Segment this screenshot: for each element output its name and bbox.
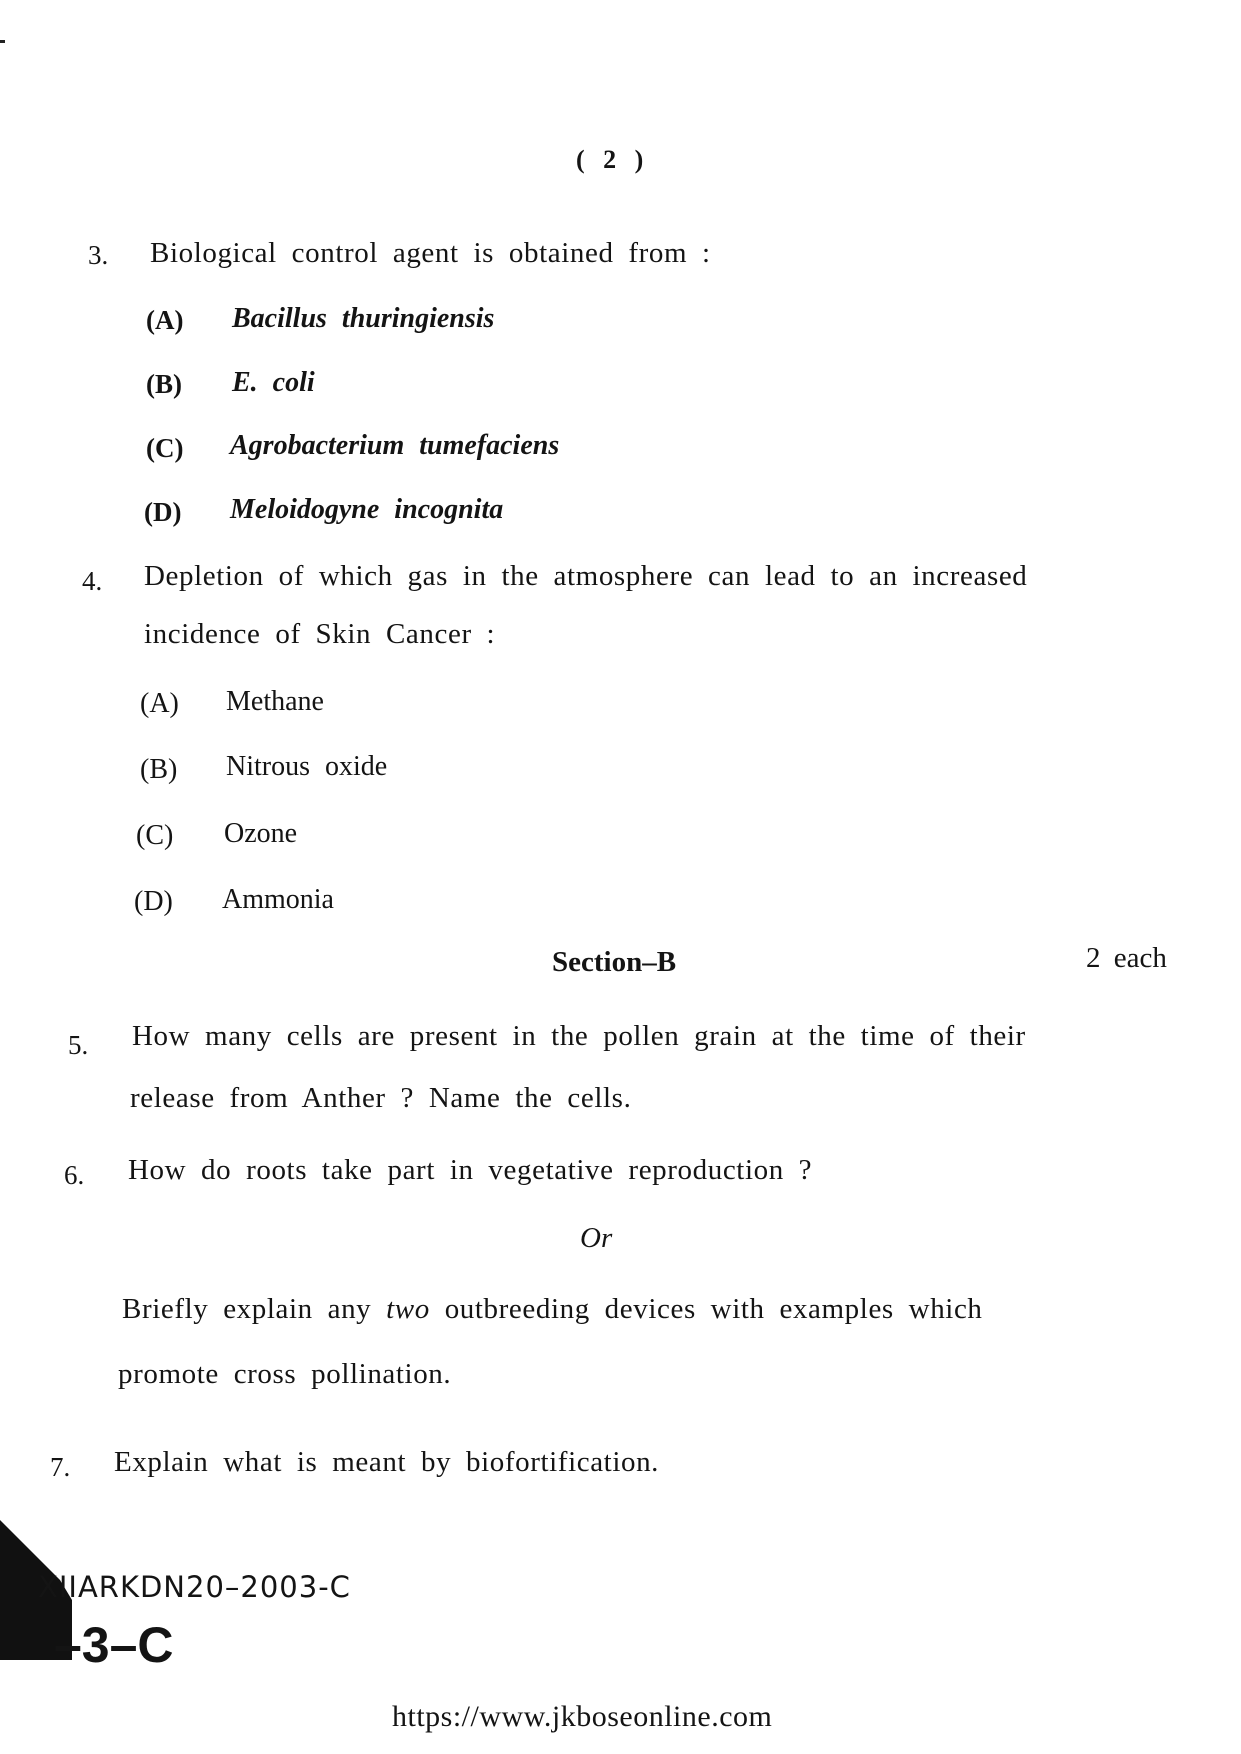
q4-option-c-text: Ozone <box>224 818 298 849</box>
q3-option-a-label: (A) <box>146 305 184 335</box>
q3-option-d-label: (D) <box>144 497 182 527</box>
section-b-title: Section–B <box>552 946 677 978</box>
paper-code: XIIARKDN20–2003-C <box>38 1570 351 1604</box>
q4-option-b-text: Nitrous oxide <box>226 751 388 782</box>
question-5-text-line2: release from Anther ? Name the cells. <box>130 1082 632 1114</box>
question-3-number: 3. <box>88 240 109 270</box>
question-6-text: How do roots take part in vegetative reproduction ? <box>128 1154 813 1186</box>
q3-option-c-label: (C) <box>146 433 184 463</box>
question-4-number: 4. <box>82 566 103 596</box>
q3-option-b-text: E. coli <box>232 367 315 398</box>
source-url: https://www.jkboseonline.com <box>392 1700 773 1733</box>
q3-option-c-text: Agrobacterium tumefaciens <box>230 430 560 461</box>
q3-option-a-text: Bacillus thuringiensis <box>232 303 495 334</box>
q4-option-b-label: (B) <box>140 754 178 785</box>
section-b-marks: 2 each <box>1086 942 1167 974</box>
q4-option-a-text: Methane <box>226 686 324 717</box>
alt-line1-part-a: Briefly explain any <box>122 1293 372 1325</box>
question-5-number: 5. <box>68 1030 89 1060</box>
question-7-text: Explain what is meant by biofortification. <box>114 1446 660 1478</box>
question-4-text-line1: Depletion of which gas in the atmosphere can lead to an increased <box>144 560 1028 592</box>
alt-line1-part-b: outbreeding devices with examples which <box>444 1293 983 1325</box>
alt-line1-emphasis: two <box>386 1293 430 1325</box>
question-5-text-line1: How many cells are present in the pollen grain at the time of their <box>132 1020 1026 1052</box>
question-6-alternative-line1 <box>122 1293 983 1326</box>
q4-option-a-label: (A) <box>140 688 179 719</box>
q3-option-b-label: (B) <box>146 369 182 399</box>
page-number: ( 2 ) <box>576 145 650 174</box>
question-4-text-line2: incidence of Skin Cancer : <box>144 618 496 650</box>
paper-set-code: –3–C <box>54 1617 174 1673</box>
question-3-text: Biological control agent is obtained from : <box>150 237 711 269</box>
question-6-number: 6. <box>64 1160 85 1190</box>
question-6-alternative-line2: promote cross pollination. <box>118 1358 452 1390</box>
q3-option-d-text: Meloidogyne incognita <box>230 494 504 525</box>
q4-option-d-label: (D) <box>134 886 173 917</box>
q4-option-c-label: (C) <box>136 820 174 851</box>
or-separator: Or <box>580 1222 613 1254</box>
question-7-number: 7. <box>50 1452 71 1482</box>
q4-option-d-text: Ammonia <box>222 884 334 915</box>
scan-edge-mark <box>0 40 5 43</box>
